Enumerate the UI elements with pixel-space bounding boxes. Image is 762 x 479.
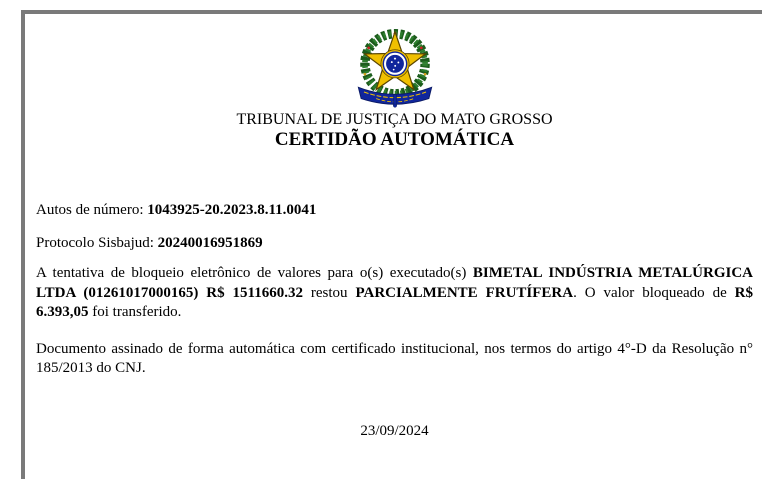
- text-segment: . O valor bloqueado de: [573, 284, 735, 301]
- certificate-document: [21, 10, 762, 479]
- text-segment: restou: [302, 284, 356, 301]
- court-name: TRIBUNAL DE JUSTIÇA DO MATO GROSSO: [236, 111, 553, 128]
- brazil-coat-of-arms-icon: [348, 29, 442, 108]
- case-number-field: [36, 200, 753, 220]
- text-segment: A tentativa de bloqueio eletrônico de valores para o(s) executado(s): [36, 265, 473, 281]
- result-status-value: PARCIALMENTE FRUTÍFERA: [355, 284, 574, 301]
- blocked-amount-value: R$ 6.393,05: [36, 284, 754, 320]
- protocol-value: 20240016951869: [157, 235, 263, 251]
- text-segment: foi transferido.: [88, 304, 182, 320]
- protocol-field: [36, 233, 753, 253]
- document-date: 23/09/2024: [360, 422, 429, 439]
- protocol-label: Protocolo Sisbajud:: [36, 235, 158, 251]
- document-title: CERTIDÃO AUTOMÁTICA: [274, 129, 515, 150]
- case-number-label: Autos de número:: [36, 202, 148, 218]
- executed-party-value: BIMETAL INDÚSTRIA METALÚRGICA LTDA (01261017000165) R$ 1511660.32: [36, 265, 753, 301]
- blocking-result-paragraph: [36, 264, 753, 323]
- case-number-value: 1043925-20.2023.8.11.0041: [147, 202, 317, 218]
- signature-statement-paragraph: Documento assinado de forma automática com certificado institucional, nos termos do artigo 4°-D da Resolução n° 185/2013 do CNJ.: [36, 340, 753, 376]
